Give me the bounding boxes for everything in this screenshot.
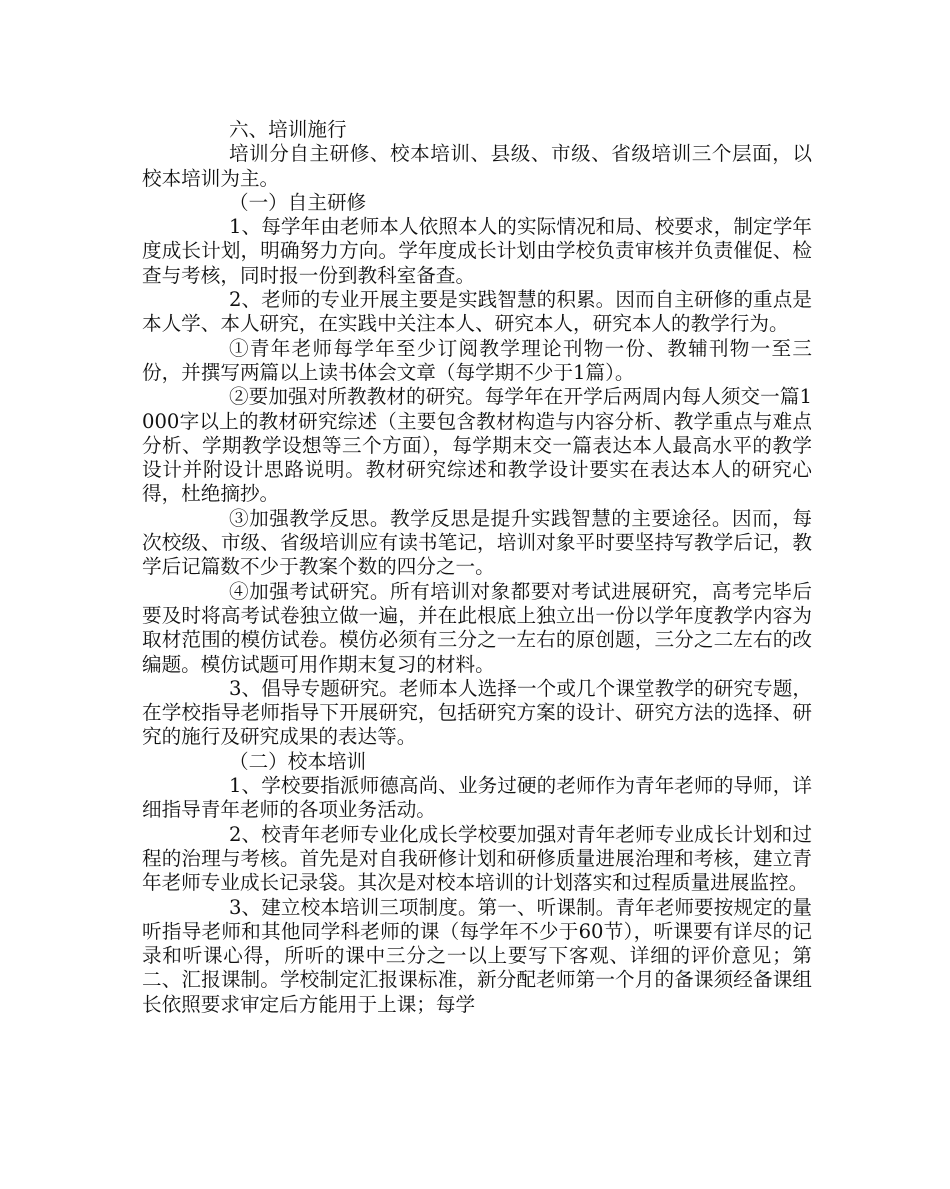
document-body: [142, 118, 812, 1017]
section-heading: 六、培训施行: [229, 118, 347, 141]
paragraph: ①青年老师每学年至少订阅教学理论刊物一份、教辅刊物一至三份，并撰写两篇以上读书体会文章（每学期不少于1篇）。: [142, 336, 812, 384]
paragraph: 2、老师的专业开展主要是实践智慧的积累。因而自主研修的重点是本人学、本人研究，在实践中关注本人、研究本人，研究本人的教学行为。: [142, 288, 812, 336]
subsection-heading: （二）校本培训: [229, 749, 367, 773]
paragraph: ④加强考试研究。所有培训对象都要对考试进展研究，高考完毕后要及时将高考试卷独立做一遍，并在此根底上独立出一份以学年度教学内容为取材范围的模仿试卷。模仿必须有三分之一左右的原创题，三分之二左右的改编题。模仿试题可用作期末复习的材料。: [142, 579, 812, 676]
paragraph: 1、学校要指派师德高尚、业务过硬的老师作为青年老师的导师，详细指导青年老师的各项业务活动。: [142, 774, 812, 822]
paragraph: 3、建立校本培训三项制度。第一、听课制。青年老师要按规定的量听指导老师和其他同学科老师的课（每学年不少于60节），听课要有详尽的记录和听课心得，所听的课中三分之一以上要写下客观、详细的评价意见；第二、汇报课制。学校制定汇报课标准，新分配老师第一个月的备课须经备课组长依照要求审定后方能用于上课；每学: [142, 895, 812, 1016]
subsection-heading: （一）自主研修: [229, 190, 367, 214]
paragraph: 1、每学年由老师本人依照本人的实际情况和局、校要求，制定学年度成长计划，明确努力方向。学年度成长计划由学校负责审核并负责催促、检查与考核，同时报一份到教科室备查。: [142, 215, 812, 287]
paragraph: ③加强教学反思。教学反思是提升实践智慧的主要途径。因而，每次校级、市级、省级培训应有读书笔记，培训对象平时要坚持写教学后记，教学后记篇数不少于教案个数的四分之一。: [142, 506, 812, 579]
paragraph: 2、校青年老师专业化成长学校要加强对青年老师专业成长计划和过程的治理与考核。首先是对自我研修计划和研修质量进展治理和考核，建立青年老师专业成长记录袋。其次是对校本培训的计划落实和过程质量进展监控。: [142, 822, 812, 895]
paragraph: ②要加强对所教教材的研究。每学年在开学后两周内每人须交一篇1000字以上的教材研究综述（主要包含教材构造与内容分析、教学重点与难点分析、学期教学设想等三个方面），每学期末交一篇表达本人最高水平的教学设计并附设计思路说明。教材研究综述和教学设计要实在表达本人的研究心得，杜绝摘抄。: [142, 385, 812, 506]
paragraph: 培训分自主研修、校本培训、县级、市级、省级培训三个层面，以校本培训为主。: [142, 142, 812, 190]
paragraph: 3、倡导专题研究。老师本人选择一个或几个课堂教学的研究专题，在学校指导老师指导下开展研究，包括研究方案的设计、研究方法的选择、研究的施行及研究成果的表达等。: [142, 676, 812, 749]
